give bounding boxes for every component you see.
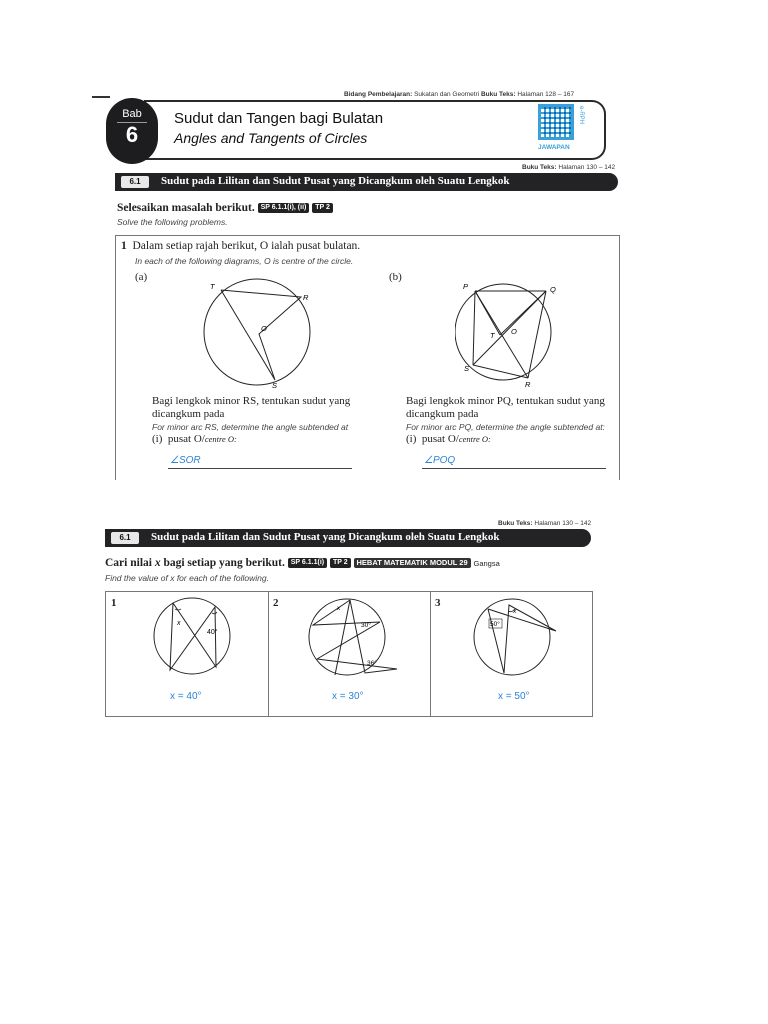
part-b-answer-line	[422, 468, 606, 469]
point-label-q: Q	[550, 285, 556, 294]
part-b-label: (b)	[389, 271, 402, 283]
cell-1-answer[interactable]: x = 40°	[170, 691, 202, 702]
chapter-title-malay: Sudut dan Tangen bagi Bulatan	[174, 110, 384, 127]
chords-a	[221, 290, 301, 380]
point-label-s: S	[272, 381, 278, 390]
grid-divider-1	[268, 592, 269, 716]
part-b-sub-label: (i)	[406, 433, 417, 445]
textbook-pages-2: Halaman 130 – 142	[534, 520, 592, 527]
cell-3-angle-label: 50°	[490, 621, 500, 628]
meta-label: Bidang Pembelajaran:	[344, 91, 413, 98]
chapter-header	[92, 92, 606, 168]
instruction-text: Selesaikan masalah berikut.	[117, 202, 255, 214]
diagram-a	[195, 275, 320, 390]
textbook-pages: Halaman 130 – 142	[558, 164, 616, 171]
section1-textbook-ref	[522, 164, 615, 171]
cell-3-diagram	[472, 595, 562, 679]
section-title-2: Sudut pada Lilitan dan Sudut Pusat yang Dicangkum oleh Suatu Lengkok	[151, 531, 500, 543]
qr-code-icon[interactable]	[538, 104, 574, 140]
grid-divider-2	[430, 592, 431, 716]
section-number: 6.1	[121, 176, 149, 188]
part-a-text-ms-1: Bagi lengkok minor RS, tentukan sudut yang	[152, 395, 351, 407]
cell-3-number: 3	[435, 597, 441, 609]
header-rail	[92, 96, 110, 98]
chapter-title-english: Angles and Tangents of Circles	[174, 130, 368, 146]
point-label-t: T	[210, 282, 215, 291]
section2-instruction	[105, 557, 500, 569]
part-a-answer-line	[168, 468, 352, 469]
part-a-text-en: For minor arc RS, determine the angle subtended at	[152, 422, 349, 432]
cell-3-x-label: x	[513, 608, 517, 615]
part-a-text-ms-2: dicangkum pada	[152, 408, 225, 420]
meta-value: Sukatan dan Geometri	[414, 91, 480, 98]
part-a-answer[interactable]: ∠SOR	[170, 455, 201, 466]
part-a-sub-text-en: centre O:	[204, 434, 237, 444]
point-label-t-b: T	[490, 331, 495, 340]
part-b-answer[interactable]: ∠POQ	[424, 455, 456, 466]
question1-text	[121, 240, 360, 252]
sp-tag-2: SP 6.1.1(i)	[288, 558, 327, 568]
part-b-sub-text-en: centre O:	[458, 434, 491, 444]
point-label-o-b: O	[511, 327, 517, 336]
part-b-text-ms-2: dicangkum pada	[406, 408, 479, 420]
question-text-ms: Dalam setiap rajah berikut, O ialah pusat bulatan.	[132, 240, 361, 252]
section2-bar	[105, 529, 591, 547]
point-label-r-b: R	[525, 380, 531, 389]
part-b-text-ms-1: Bagi lengkok minor PQ, tentukan sudut yang	[406, 395, 605, 407]
point-label-p: P	[463, 282, 469, 291]
section2-textbook-ref	[498, 520, 591, 527]
circle-a	[204, 279, 310, 385]
question1-text-en: In each of the following diagrams, O is centre of the circle.	[135, 256, 354, 266]
qr-caption: JAWAPAN	[538, 144, 570, 151]
part-b-prompt	[406, 395, 605, 421]
part-a-sub-question	[152, 433, 237, 445]
part-a-sub-label: (i)	[152, 433, 163, 445]
section1-instruction	[117, 202, 333, 214]
cell-1-x-label: x	[177, 620, 181, 627]
diagram-b	[455, 280, 570, 392]
point-label-r: R	[303, 293, 309, 302]
part-b-sub-text-ms: pusat O/	[421, 433, 459, 445]
instruction-var: x	[154, 557, 161, 569]
instruction-post: bagi setiap yang berikut.	[160, 557, 285, 569]
textbook-label-2: Buku Teks:	[498, 520, 533, 527]
chapter-number: 6	[125, 122, 139, 147]
meta-textbook-label: Buku Teks:	[480, 91, 516, 98]
part-a-label: (a)	[135, 271, 148, 283]
section-title: Sudut pada Lilitan dan Sudut Pusat yang Dicangkum oleh Suatu Lengkok	[161, 175, 510, 187]
part-b-sub-question	[406, 433, 491, 445]
part-b-text-en: For minor arc PQ, determine the angle subtended at:	[406, 422, 605, 432]
sp-tag: SP 6.1.1(i), (ii)	[258, 203, 310, 213]
chapter-badge-label: Bab	[122, 108, 142, 120]
cell-2-number: 2	[273, 597, 279, 609]
part-a-sub-text-ms: pusat O/	[167, 433, 205, 445]
part-a-prompt	[152, 395, 350, 421]
textbook-label: Buku Teks:	[522, 164, 557, 171]
tp-tag-2: TP 2	[330, 558, 351, 568]
cell-3-answer[interactable]: x = 50°	[498, 691, 530, 702]
meta-textbook-pages: Halaman 128 – 167	[517, 91, 575, 98]
cell-2-answer[interactable]: x = 30°	[332, 691, 364, 702]
module-tag: HEBAT MATEMATIK MODUL 29	[354, 558, 471, 568]
section1-instruction-en: Solve the following problems.	[117, 217, 228, 227]
point-label-o: O	[261, 324, 267, 333]
cell-1-diagram	[152, 595, 234, 677]
section2-instruction-en: Find the value of x for each of the following.	[105, 573, 269, 583]
chapter-badge	[106, 98, 158, 164]
cell-1-angle-label: 40°	[207, 629, 218, 636]
cell-2-angle-label-1: 30°	[361, 622, 371, 629]
section-number-2: 6.1	[111, 532, 139, 544]
question-number: 1	[121, 240, 127, 252]
cell-1-number: 1	[111, 597, 117, 609]
instruction-pre: Cari nilai	[105, 557, 155, 569]
qr-side-label: e-RPH	[578, 106, 584, 125]
cell-2-diagram	[305, 597, 400, 679]
point-label-s-b: S	[464, 364, 470, 373]
section1-bar	[115, 173, 618, 191]
cell-2-x-label: x	[337, 605, 341, 612]
module-tag-suffix: Gangsa	[473, 559, 500, 568]
tp-tag: TP 2	[312, 203, 333, 213]
cell-2-angle-label-2: 36°	[367, 660, 377, 667]
